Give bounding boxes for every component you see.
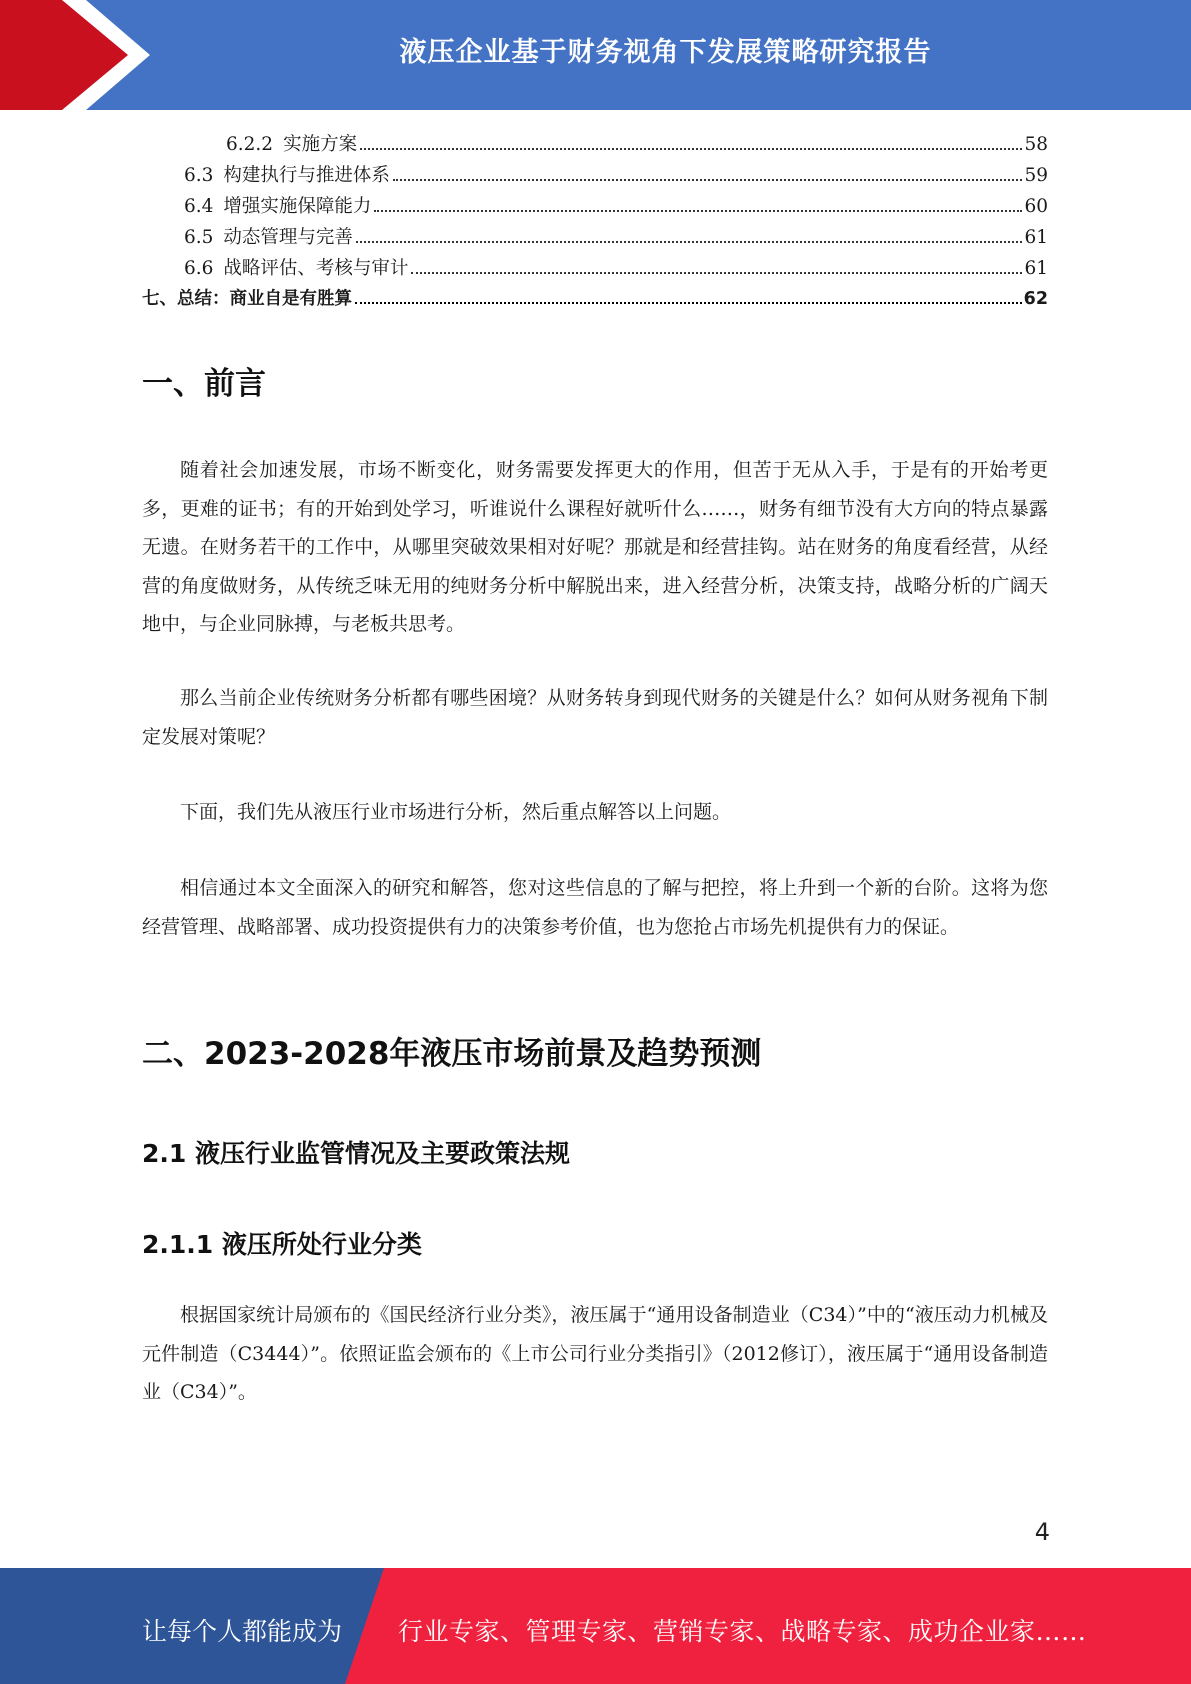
body-paragraph: 下面，我们先从液压行业市场进行分析，然后重点解答以上问题。 xyxy=(180,801,732,823)
toc-entry-number: 6.4 xyxy=(184,196,214,217)
toc-entry[interactable] xyxy=(142,192,1048,223)
body-paragraph: 那么当前企业传统财务分析都有哪些困境？从财务转身到现代财务的关键是什么？如何从财务视角下制定发展对策呢？ xyxy=(142,687,1048,748)
page-footer xyxy=(0,1568,1191,1684)
body-paragraph: 根据国家统计局颁布的《国民经济行业分类》，液压属于“通用设备制造业（C34）”中的“液压动力机械及元件制造（C3444）”。依照证监会颁布的《上市公司行业分类指引》（2012修订），液压属于“通用设备制造业（C34）”。 xyxy=(142,1304,1048,1403)
header-title: 液压企业基于财务视角下发展策略研究报告 xyxy=(399,37,932,68)
section-heading-preface: 一、前言 xyxy=(142,366,266,402)
toc-leader-dots xyxy=(355,302,1022,304)
toc-entry-label: 构建执行与推进体系 xyxy=(223,165,390,186)
toc-entry[interactable] xyxy=(142,161,1048,192)
table-of-contents xyxy=(142,130,1048,316)
toc-entry-number: 6.3 xyxy=(184,165,214,186)
toc-entry[interactable] xyxy=(142,223,1048,254)
page-number: 4 xyxy=(1034,1518,1050,1546)
footer-slogan-right: 行业专家、管理专家、营销专家、战略专家、成功企业家…… xyxy=(398,1617,1087,1646)
toc-leader-dots xyxy=(356,241,1023,243)
subsubsection-heading: 2.1.1 液压所处行业分类 xyxy=(142,1230,422,1259)
toc-entry-label: 战略评估、考核与审计 xyxy=(223,258,409,279)
toc-entry-label: 动态管理与完善 xyxy=(223,227,353,248)
footer-slogan-left: 让每个人都能成为 xyxy=(142,1617,343,1646)
toc-entry-page: 59 xyxy=(1024,165,1048,186)
toc-leader-dots xyxy=(393,179,1023,181)
toc-entry-page: 58 xyxy=(1024,134,1048,155)
toc-entry-page: 62 xyxy=(1023,289,1048,309)
subsection-heading: 2.1 液压行业监管情况及主要政策法规 xyxy=(142,1139,570,1168)
toc-leader-dots xyxy=(374,210,1022,212)
toc-entry-label: 七、总结：商业自是有胜算 xyxy=(142,289,352,309)
body-paragraph: 相信通过本文全面深入的研究和解答，您对这些信息的了解与把控，将上升到一个新的台阶。这将为您经营管理、战略部署、成功投资提供有力的决策参考价值，也为您抢占市场先机提供有力的保证。 xyxy=(142,877,1048,938)
toc-entry-page: 61 xyxy=(1024,258,1048,279)
toc-entry-number: 6.2.2 xyxy=(226,134,274,155)
toc-entry-label: 增强实施保障能力 xyxy=(223,196,372,217)
toc-entry[interactable] xyxy=(142,285,1048,316)
page-header xyxy=(0,0,1191,110)
toc-entry[interactable] xyxy=(142,254,1048,285)
toc-leader-dots xyxy=(411,272,1022,274)
toc-entry-page: 60 xyxy=(1024,196,1048,217)
toc-entry-page: 61 xyxy=(1024,227,1048,248)
toc-entry-number: 6.5 xyxy=(184,227,214,248)
section-heading-market-forecast: 二、2023-2028年液压市场前景及趋势预测 xyxy=(142,1036,762,1072)
toc-entry-number: 6.6 xyxy=(184,258,214,279)
body-paragraph: 随着社会加速发展，市场不断变化，财务需要发挥更大的作用，但苦于无从入手，于是有的开始考更多，更难的证书；有的开始到处学习，听谁说什么课程好就听什么……，财务有细节没有大方向的特点暴露无遗。在财务若干的工作中，从哪里突破效果相对好呢？那就是和经营挂钩。站在财务的角度看经营，从经营的角度做财务，从传统乏味无用的纯财务分析中解脱出来，进入经营分析，决策支持，战略分析的广阔天地中，与企业同脉搏，与老板共思考。 xyxy=(142,459,1048,635)
toc-leader-dots xyxy=(360,148,1022,150)
toc-entry[interactable] xyxy=(142,130,1048,161)
toc-entry-label: 实施方案 xyxy=(283,134,358,155)
